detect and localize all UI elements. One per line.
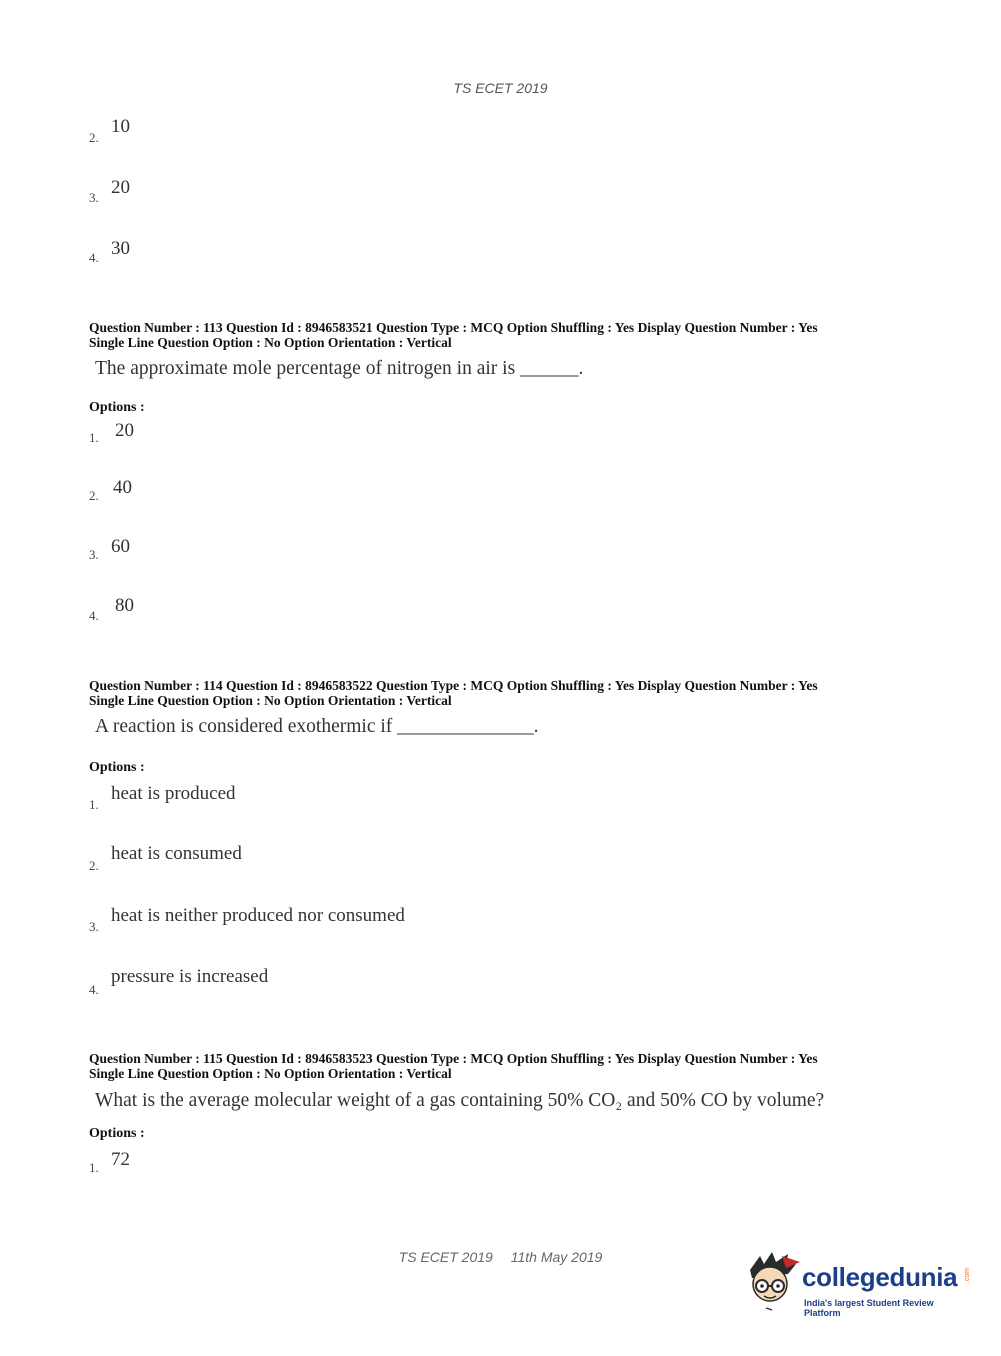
option-number: 1. bbox=[89, 430, 99, 445]
options-label: Options : bbox=[89, 760, 145, 775]
option-text: 60 bbox=[111, 536, 130, 557]
option-text: 40 bbox=[113, 477, 132, 498]
footer-date: 11th May 2019 bbox=[510, 1249, 603, 1265]
option-number: 4. bbox=[89, 608, 99, 623]
question-meta bbox=[89, 678, 909, 708]
option-number: 1. bbox=[89, 1160, 99, 1175]
question-meta-line: Question Number : 114 Question Id : 8946583522 Question Type : MCQ Option Shuffling : Yes Display Question Number : Yes bbox=[89, 678, 818, 693]
page-header: TS ECET 2019 bbox=[453, 80, 548, 96]
question-text: The approximate mole percentage of nitrogen in air is ______. bbox=[95, 358, 584, 379]
option-text: 72 bbox=[111, 1149, 130, 1170]
option-number: 3. bbox=[89, 190, 99, 205]
question-meta-line: Single Line Question Option : No Option Orientation : Vertical bbox=[89, 1066, 452, 1081]
mascot-icon bbox=[742, 1248, 802, 1318]
options-label: Options : bbox=[89, 400, 145, 415]
logo-tagline: India's largest Student Review Platform bbox=[804, 1298, 934, 1318]
option-text: 30 bbox=[111, 238, 130, 259]
question-meta bbox=[89, 320, 909, 350]
option-text: 10 bbox=[111, 116, 130, 137]
option-text: heat is neither produced nor consumed bbox=[111, 905, 405, 926]
option-text: 20 bbox=[115, 420, 134, 441]
question-meta-line: Question Number : 115 Question Id : 8946583523 Question Type : MCQ Option Shuffling : Yes Display Question Number : Yes bbox=[89, 1051, 818, 1066]
question-text: A reaction is considered exothermic if ______________. bbox=[95, 716, 539, 737]
question-meta-line: Question Number : 113 Question Id : 8946583521 Question Type : MCQ Option Shuffling : Yes Display Question Number : Yes bbox=[89, 320, 818, 335]
question-text: What is the average molecular weight of a gas containing 50% CO₂ and 50% CO by volume? bbox=[95, 1090, 825, 1111]
options-label: Options : bbox=[89, 1126, 145, 1141]
logo-wordmark: collegedunia bbox=[802, 1262, 958, 1292]
option-text: 80 bbox=[115, 595, 134, 616]
logo-suffix: .com bbox=[964, 1267, 972, 1284]
question-meta-line: Single Line Question Option : No Option Orientation : Vertical bbox=[89, 335, 452, 350]
option-text: heat is consumed bbox=[111, 843, 242, 864]
option-number: 2. bbox=[89, 488, 99, 503]
option-number: 3. bbox=[89, 547, 99, 562]
collegedunia-logo[interactable] bbox=[742, 1248, 972, 1318]
question-meta bbox=[89, 1051, 909, 1081]
option-text: 20 bbox=[111, 177, 130, 198]
option-number: 2. bbox=[89, 858, 99, 873]
option-text: pressure is increased bbox=[111, 966, 269, 987]
option-number: 2. bbox=[89, 130, 99, 145]
option-number: 1. bbox=[89, 797, 99, 812]
option-number: 3. bbox=[89, 919, 99, 934]
question-meta-line: Single Line Question Option : No Option Orientation : Vertical bbox=[89, 693, 452, 708]
option-text: heat is produced bbox=[111, 783, 236, 804]
option-number: 4. bbox=[89, 250, 99, 265]
footer-exam: TS ECET 2019 bbox=[398, 1249, 493, 1265]
option-number: 4. bbox=[89, 982, 99, 997]
